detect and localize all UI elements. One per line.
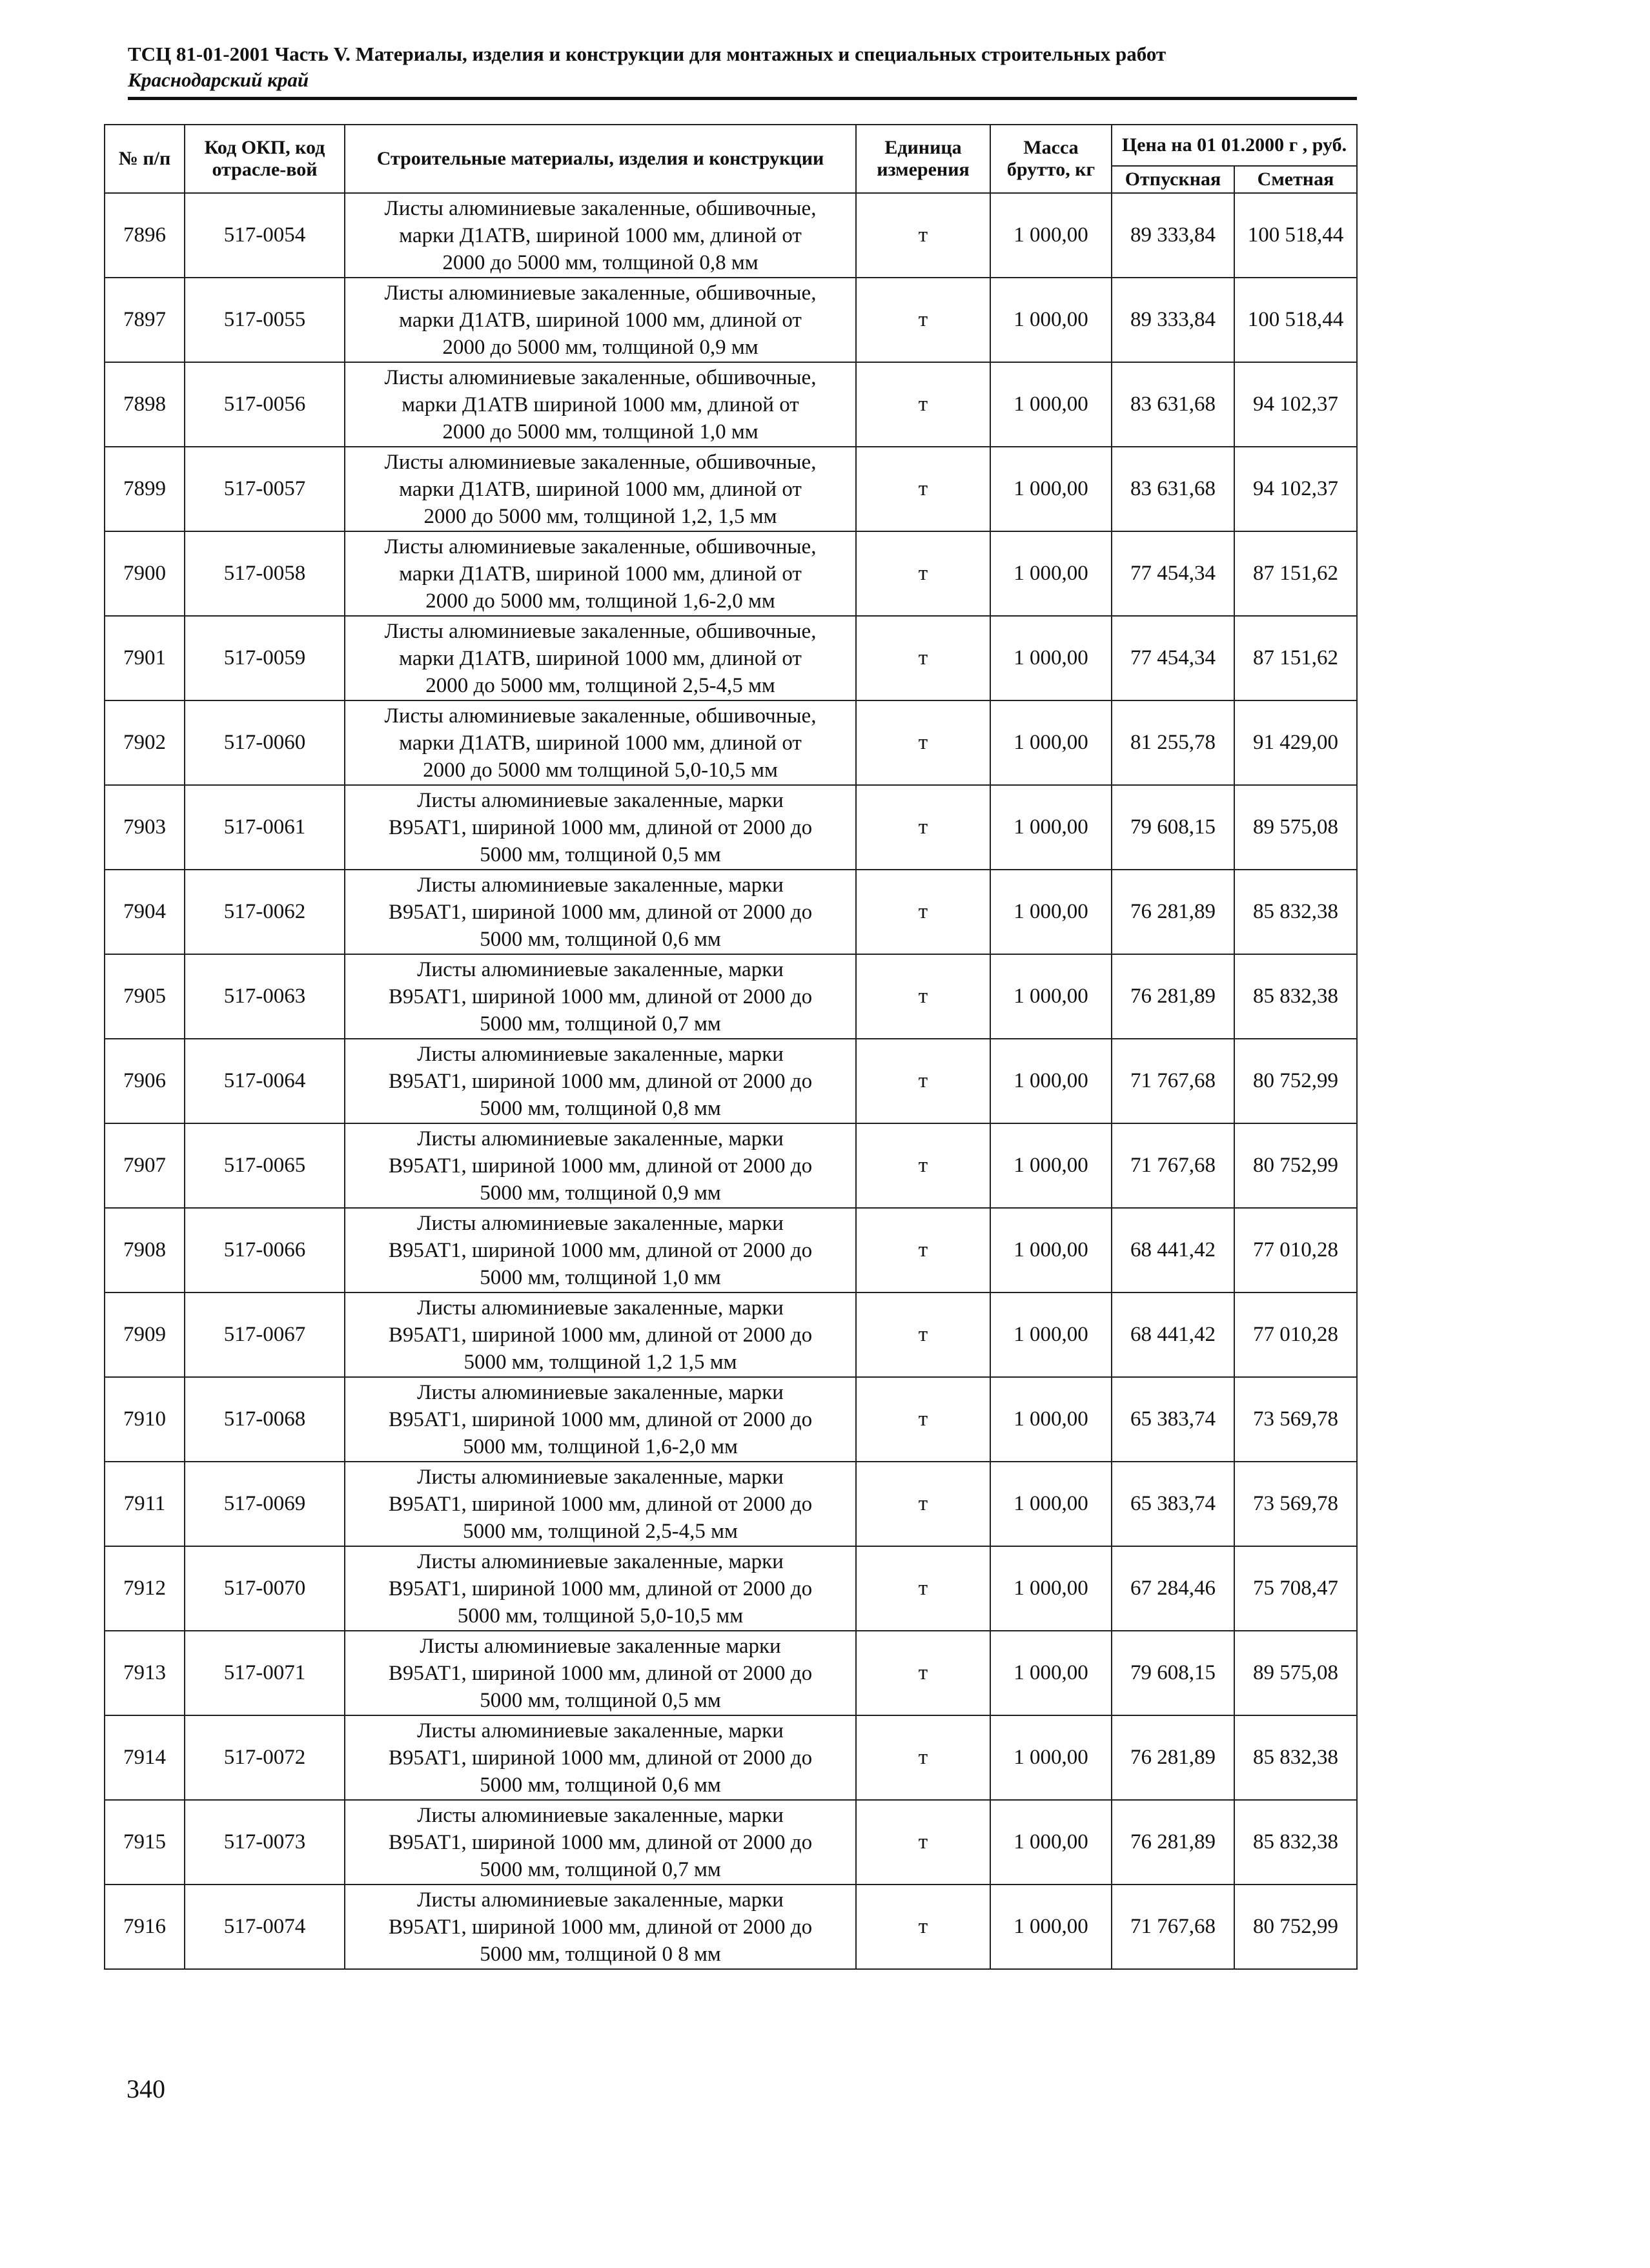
description-line: 5000 мм, толщиной 0,6 мм bbox=[480, 927, 721, 951]
row-number: 7900 bbox=[105, 531, 185, 616]
row-unit: т bbox=[856, 531, 990, 616]
description-line: 2000 до 5000 мм, толщиной 0,9 мм bbox=[442, 335, 759, 359]
row-number: 7903 bbox=[105, 785, 185, 870]
row-description bbox=[345, 1885, 856, 1969]
row-number: 7908 bbox=[105, 1208, 185, 1292]
table-row bbox=[105, 1123, 1357, 1208]
row-price-estimate: 87 151,62 bbox=[1234, 616, 1357, 700]
col-header-price-group: Цена на 01 01.2000 г , руб. bbox=[1112, 125, 1357, 166]
col-header-num: № п/п bbox=[105, 125, 185, 193]
table-row bbox=[105, 1546, 1357, 1631]
row-mass: 1 000,00 bbox=[990, 278, 1112, 362]
row-mass: 1 000,00 bbox=[990, 1292, 1112, 1377]
row-price-estimate: 89 575,08 bbox=[1234, 785, 1357, 870]
description-line: В95АТ1, шириной 1000 мм, длиной от 2000 до bbox=[388, 1154, 813, 1178]
description-line: Листы алюминиевые закаленные, марки bbox=[417, 1888, 784, 1912]
description-line: 5000 мм, толщиной 0,6 мм bbox=[480, 1773, 721, 1797]
row-unit: т bbox=[856, 193, 990, 278]
row-price-estimate: 85 832,38 bbox=[1234, 1715, 1357, 1800]
row-unit: т bbox=[856, 1800, 990, 1885]
description-line: 5000 мм, толщиной 5,0-10,5 мм bbox=[457, 1604, 744, 1628]
row-code: 517-0055 bbox=[185, 278, 345, 362]
description-line: марки Д1АТВ, шириной 1000 мм, длиной от bbox=[399, 477, 802, 501]
description-line: Листы алюминиевые закаленные, обшивочные, bbox=[384, 450, 817, 474]
description-line: 5000 мм, толщиной 0 8 мм bbox=[480, 1942, 721, 1966]
row-price-release: 79 608,15 bbox=[1112, 785, 1234, 870]
description-line: 2000 до 5000 мм, толщиной 2,5-4,5 мм bbox=[425, 673, 775, 697]
row-code: 517-0059 bbox=[185, 616, 345, 700]
region-subtitle: Краснодарский край bbox=[128, 68, 309, 91]
description-line: Листы алюминиевые закаленные, обшивочные, bbox=[384, 365, 817, 389]
row-mass: 1 000,00 bbox=[990, 785, 1112, 870]
row-number: 7897 bbox=[105, 278, 185, 362]
row-price-release: 76 281,89 bbox=[1112, 954, 1234, 1039]
table-row bbox=[105, 1208, 1357, 1292]
row-number: 7899 bbox=[105, 447, 185, 531]
row-mass: 1 000,00 bbox=[990, 1800, 1112, 1885]
row-mass: 1 000,00 bbox=[990, 1631, 1112, 1715]
row-unit: т bbox=[856, 700, 990, 785]
page-header bbox=[128, 41, 1357, 100]
row-description bbox=[345, 193, 856, 278]
row-number: 7915 bbox=[105, 1800, 185, 1885]
row-unit: т bbox=[856, 1462, 990, 1546]
description-line: Листы алюминиевые закаленные, марки bbox=[417, 1465, 784, 1489]
table-row bbox=[105, 954, 1357, 1039]
row-mass: 1 000,00 bbox=[990, 870, 1112, 954]
row-code: 517-0060 bbox=[185, 700, 345, 785]
description-line: Листы алюминиевые закаленные, марки bbox=[417, 1803, 784, 1827]
row-mass: 1 000,00 bbox=[990, 1885, 1112, 1969]
row-price-estimate: 91 429,00 bbox=[1234, 700, 1357, 785]
row-unit: т bbox=[856, 1546, 990, 1631]
description-line: Листы алюминиевые закаленные, обшивочные, bbox=[384, 535, 817, 558]
row-number: 7901 bbox=[105, 616, 185, 700]
row-unit: т bbox=[856, 1208, 990, 1292]
row-description bbox=[345, 616, 856, 700]
row-mass: 1 000,00 bbox=[990, 1462, 1112, 1546]
row-description bbox=[345, 1462, 856, 1546]
description-line: 5000 мм, толщиной 0,5 мм bbox=[480, 1688, 721, 1712]
description-line: Листы алюминиевые закаленные, марки bbox=[417, 1549, 784, 1573]
table-body bbox=[105, 193, 1357, 1969]
description-line: Листы алюминиевые закаленные, марки bbox=[417, 1042, 784, 1066]
description-line: Листы алюминиевые закаленные, обшивочные, bbox=[384, 196, 817, 220]
row-description bbox=[345, 362, 856, 447]
col-header-unit: Единица измерения bbox=[856, 125, 990, 193]
row-number: 7909 bbox=[105, 1292, 185, 1377]
table-row bbox=[105, 1462, 1357, 1546]
row-price-release: 71 767,68 bbox=[1112, 1039, 1234, 1123]
row-price-release: 76 281,89 bbox=[1112, 1800, 1234, 1885]
description-line: Листы алюминиевые закаленные, марки bbox=[417, 957, 784, 981]
description-line: 2000 до 5000 мм, толщиной 1,2, 1,5 мм bbox=[423, 504, 777, 528]
col-header-code: Код ОКП, код отрасле-вой bbox=[185, 125, 345, 193]
description-line: марки Д1АТВ шириной 1000 мм, длиной от bbox=[402, 393, 799, 416]
row-price-release: 89 333,84 bbox=[1112, 193, 1234, 278]
row-code: 517-0072 bbox=[185, 1715, 345, 1800]
row-number: 7905 bbox=[105, 954, 185, 1039]
row-price-release: 79 608,15 bbox=[1112, 1631, 1234, 1715]
row-unit: т bbox=[856, 1292, 990, 1377]
row-price-release: 65 383,74 bbox=[1112, 1377, 1234, 1462]
description-line: Листы алюминиевые закаленные, обшивочные, bbox=[384, 704, 817, 728]
description-line: марки Д1АТВ, шириной 1000 мм, длиной от bbox=[399, 731, 802, 755]
description-line: марки Д1АТВ, шириной 1000 мм, длиной от bbox=[399, 308, 802, 332]
row-unit: т bbox=[856, 1715, 990, 1800]
row-unit: т bbox=[856, 278, 990, 362]
row-price-release: 83 631,68 bbox=[1112, 362, 1234, 447]
row-price-release: 68 441,42 bbox=[1112, 1292, 1234, 1377]
table-row bbox=[105, 278, 1357, 362]
description-line: 5000 мм, толщиной 1,2 1,5 мм bbox=[463, 1350, 737, 1374]
row-description bbox=[345, 954, 856, 1039]
row-price-estimate: 80 752,99 bbox=[1234, 1039, 1357, 1123]
description-line: В95АТ1, шириной 1000 мм, длиной от 2000 до bbox=[388, 985, 813, 1008]
row-unit: т bbox=[856, 870, 990, 954]
page-number: 340 bbox=[127, 2074, 165, 2103]
table-row bbox=[105, 193, 1357, 278]
row-number: 7896 bbox=[105, 193, 185, 278]
row-price-release: 65 383,74 bbox=[1112, 1462, 1234, 1546]
row-code: 517-0064 bbox=[185, 1039, 345, 1123]
row-code: 517-0061 bbox=[185, 785, 345, 870]
row-mass: 1 000,00 bbox=[990, 616, 1112, 700]
description-line: 5000 мм, толщиной 1,6-2,0 мм bbox=[463, 1435, 738, 1458]
row-code: 517-0074 bbox=[185, 1885, 345, 1969]
row-unit: т bbox=[856, 447, 990, 531]
row-description bbox=[345, 1292, 856, 1377]
description-line: В95АТ1, шириной 1000 мм, длиной от 2000 до bbox=[388, 1746, 813, 1770]
table-row bbox=[105, 1292, 1357, 1377]
row-number: 7907 bbox=[105, 1123, 185, 1208]
row-mass: 1 000,00 bbox=[990, 1123, 1112, 1208]
table-row bbox=[105, 1377, 1357, 1462]
description-line: 5000 мм, толщиной 0,8 мм bbox=[480, 1096, 721, 1120]
row-price-estimate: 100 518,44 bbox=[1234, 193, 1357, 278]
row-price-estimate: 85 832,38 bbox=[1234, 1800, 1357, 1885]
row-price-release: 77 454,34 bbox=[1112, 531, 1234, 616]
row-code: 517-0056 bbox=[185, 362, 345, 447]
row-mass: 1 000,00 bbox=[990, 362, 1112, 447]
row-mass: 1 000,00 bbox=[990, 700, 1112, 785]
row-number: 7912 bbox=[105, 1546, 185, 1631]
description-line: В95АТ1, шириной 1000 мм, длиной от 2000 до bbox=[388, 1830, 813, 1854]
description-line: В95АТ1, шириной 1000 мм, длиной от 2000 до bbox=[388, 1661, 813, 1685]
row-code: 517-0058 bbox=[185, 531, 345, 616]
description-line: В95АТ1, шириной 1000 мм, длиной от 2000 до bbox=[388, 1323, 813, 1347]
row-mass: 1 000,00 bbox=[990, 954, 1112, 1039]
row-unit: т bbox=[856, 1039, 990, 1123]
row-number: 7916 bbox=[105, 1885, 185, 1969]
row-number: 7902 bbox=[105, 700, 185, 785]
description-line: Листы алюминиевые закаленные, марки bbox=[417, 1296, 784, 1320]
row-unit: т bbox=[856, 1123, 990, 1208]
row-price-release: 76 281,89 bbox=[1112, 1715, 1234, 1800]
row-price-estimate: 80 752,99 bbox=[1234, 1123, 1357, 1208]
description-line: 5000 мм, толщиной 0,7 мм bbox=[480, 1012, 721, 1036]
row-number: 7898 bbox=[105, 362, 185, 447]
description-line: 5000 мм, толщиной 0,5 мм bbox=[480, 843, 721, 866]
description-line: В95АТ1, шириной 1000 мм, длиной от 2000 до bbox=[388, 1915, 813, 1939]
row-description bbox=[345, 785, 856, 870]
row-code: 517-0070 bbox=[185, 1546, 345, 1631]
description-line: 5000 мм, толщиной 2,5-4,5 мм bbox=[463, 1519, 738, 1543]
table-row bbox=[105, 1800, 1357, 1885]
description-line: В95АТ1, шириной 1000 мм, длиной от 2000 до bbox=[388, 1492, 813, 1516]
table-row bbox=[105, 1715, 1357, 1800]
description-line: 5000 мм, толщиной 0,9 мм bbox=[480, 1181, 721, 1205]
col-header-price-estimate: Сметная bbox=[1234, 166, 1357, 193]
description-line: Листы алюминиевые закаленные, марки bbox=[417, 1380, 784, 1404]
description-line: Листы алюминиевые закаленные, обшивочные, bbox=[384, 281, 817, 305]
row-unit: т bbox=[856, 1885, 990, 1969]
row-price-release: 81 255,78 bbox=[1112, 700, 1234, 785]
row-unit: т bbox=[856, 362, 990, 447]
row-price-estimate: 73 569,78 bbox=[1234, 1462, 1357, 1546]
row-code: 517-0063 bbox=[185, 954, 345, 1039]
row-code: 517-0066 bbox=[185, 1208, 345, 1292]
row-price-estimate: 80 752,99 bbox=[1234, 1885, 1357, 1969]
row-description bbox=[345, 700, 856, 785]
table-row bbox=[105, 531, 1357, 616]
row-description bbox=[345, 1377, 856, 1462]
description-line: В95АТ1, шириной 1000 мм, длиной от 2000 до bbox=[388, 1069, 813, 1093]
description-line: 5000 мм, толщиной 0,7 мм bbox=[480, 1857, 721, 1881]
description-line: В95АТ1, шириной 1000 мм, длиной от 2000 до bbox=[388, 1238, 813, 1262]
description-line: Листы алюминиевые закаленные, марки bbox=[417, 1719, 784, 1742]
row-number: 7911 bbox=[105, 1462, 185, 1546]
table-row bbox=[105, 700, 1357, 785]
row-number: 7913 bbox=[105, 1631, 185, 1715]
row-unit: т bbox=[856, 1631, 990, 1715]
table-row bbox=[105, 785, 1357, 870]
row-mass: 1 000,00 bbox=[990, 1377, 1112, 1462]
row-price-estimate: 94 102,37 bbox=[1234, 362, 1357, 447]
description-line: 2000 до 5000 мм, толщиной 1,6-2,0 мм bbox=[425, 589, 775, 613]
row-price-release: 89 333,84 bbox=[1112, 278, 1234, 362]
row-description bbox=[345, 1039, 856, 1123]
description-line: Листы алюминиевые закаленные, марки bbox=[417, 1127, 784, 1150]
row-price-release: 83 631,68 bbox=[1112, 447, 1234, 531]
row-description bbox=[345, 1546, 856, 1631]
row-description bbox=[345, 278, 856, 362]
description-line: Листы алюминиевые закаленные, марки bbox=[417, 1211, 784, 1235]
row-price-estimate: 100 518,44 bbox=[1234, 278, 1357, 362]
row-code: 517-0069 bbox=[185, 1462, 345, 1546]
description-line: Листы алюминиевые закаленные, обшивочные, bbox=[384, 619, 817, 643]
row-price-estimate: 77 010,28 bbox=[1234, 1292, 1357, 1377]
row-price-estimate: 73 569,78 bbox=[1234, 1377, 1357, 1462]
row-description bbox=[345, 1631, 856, 1715]
table-row bbox=[105, 362, 1357, 447]
description-line: Листы алюминиевые закаленные марки bbox=[420, 1634, 781, 1658]
row-unit: т bbox=[856, 954, 990, 1039]
row-number: 7904 bbox=[105, 870, 185, 954]
table-row bbox=[105, 616, 1357, 700]
description-line: 5000 мм, толщиной 1,0 мм bbox=[480, 1265, 721, 1289]
row-mass: 1 000,00 bbox=[990, 1208, 1112, 1292]
col-header-price-release: Отпускная bbox=[1112, 166, 1234, 193]
table-row bbox=[105, 1885, 1357, 1969]
row-mass: 1 000,00 bbox=[990, 1546, 1112, 1631]
row-description bbox=[345, 1123, 856, 1208]
row-price-estimate: 94 102,37 bbox=[1234, 447, 1357, 531]
row-mass: 1 000,00 bbox=[990, 447, 1112, 531]
row-unit: т bbox=[856, 785, 990, 870]
table-row bbox=[105, 1039, 1357, 1123]
row-price-estimate: 87 151,62 bbox=[1234, 531, 1357, 616]
row-description bbox=[345, 870, 856, 954]
row-description bbox=[345, 447, 856, 531]
description-line: В95АТ1, шириной 1000 мм, длиной от 2000 до bbox=[388, 1407, 813, 1431]
row-mass: 1 000,00 bbox=[990, 1715, 1112, 1800]
row-code: 517-0065 bbox=[185, 1123, 345, 1208]
description-line: В95АТ1, шириной 1000 мм, длиной от 2000 до bbox=[388, 1577, 813, 1600]
table-row bbox=[105, 447, 1357, 531]
description-line: В95АТ1, шириной 1000 мм, длиной от 2000 до bbox=[388, 815, 813, 839]
document-title: ТСЦ 81-01-2001 Часть V. Материалы, изделия и конструкции для монтажных и специальных строительных работ bbox=[128, 43, 1166, 65]
col-header-name: Строительные материалы, изделия и конструкции bbox=[345, 125, 856, 193]
row-unit: т bbox=[856, 616, 990, 700]
row-unit: т bbox=[856, 1377, 990, 1462]
row-price-release: 68 441,42 bbox=[1112, 1208, 1234, 1292]
row-code: 517-0062 bbox=[185, 870, 345, 954]
table-header-row bbox=[105, 125, 1357, 166]
row-mass: 1 000,00 bbox=[990, 531, 1112, 616]
row-number: 7914 bbox=[105, 1715, 185, 1800]
row-description bbox=[345, 1715, 856, 1800]
description-line: марки Д1АТВ, шириной 1000 мм, длиной от bbox=[399, 646, 802, 670]
row-number: 7906 bbox=[105, 1039, 185, 1123]
row-price-estimate: 85 832,38 bbox=[1234, 870, 1357, 954]
row-code: 517-0054 bbox=[185, 193, 345, 278]
row-price-release: 76 281,89 bbox=[1112, 870, 1234, 954]
row-code: 517-0057 bbox=[185, 447, 345, 531]
row-code: 517-0067 bbox=[185, 1292, 345, 1377]
row-description bbox=[345, 531, 856, 616]
description-line: 2000 до 5000 мм, толщиной 0,8 мм bbox=[442, 250, 759, 274]
row-price-estimate: 75 708,47 bbox=[1234, 1546, 1357, 1631]
row-price-release: 67 284,46 bbox=[1112, 1546, 1234, 1631]
row-price-release: 71 767,68 bbox=[1112, 1123, 1234, 1208]
row-number: 7910 bbox=[105, 1377, 185, 1462]
row-code: 517-0068 bbox=[185, 1377, 345, 1462]
row-description bbox=[345, 1800, 856, 1885]
description-line: Листы алюминиевые закаленные, марки bbox=[417, 873, 784, 897]
table-row bbox=[105, 1631, 1357, 1715]
description-line: Листы алюминиевые закаленные, марки bbox=[417, 788, 784, 812]
description-line: 2000 до 5000 мм, толщиной 1,0 мм bbox=[442, 420, 759, 444]
row-price-estimate: 89 575,08 bbox=[1234, 1631, 1357, 1715]
description-line: 2000 до 5000 мм толщиной 5,0-10,5 мм bbox=[423, 758, 778, 782]
row-code: 517-0073 bbox=[185, 1800, 345, 1885]
price-table bbox=[104, 124, 1358, 1970]
row-price-estimate: 85 832,38 bbox=[1234, 954, 1357, 1039]
row-code: 517-0071 bbox=[185, 1631, 345, 1715]
row-mass: 1 000,00 bbox=[990, 1039, 1112, 1123]
description-line: марки Д1АТВ, шириной 1000 мм, длиной от bbox=[399, 223, 802, 247]
row-price-estimate: 77 010,28 bbox=[1234, 1208, 1357, 1292]
row-description bbox=[345, 1208, 856, 1292]
description-line: марки Д1АТВ, шириной 1000 мм, длиной от bbox=[399, 562, 802, 586]
col-header-mass: Масса брутто, кг bbox=[990, 125, 1112, 193]
row-price-release: 77 454,34 bbox=[1112, 616, 1234, 700]
row-mass: 1 000,00 bbox=[990, 193, 1112, 278]
table-row bbox=[105, 870, 1357, 954]
description-line: В95АТ1, шириной 1000 мм, длиной от 2000 до bbox=[388, 900, 813, 924]
row-price-release: 71 767,68 bbox=[1112, 1885, 1234, 1969]
